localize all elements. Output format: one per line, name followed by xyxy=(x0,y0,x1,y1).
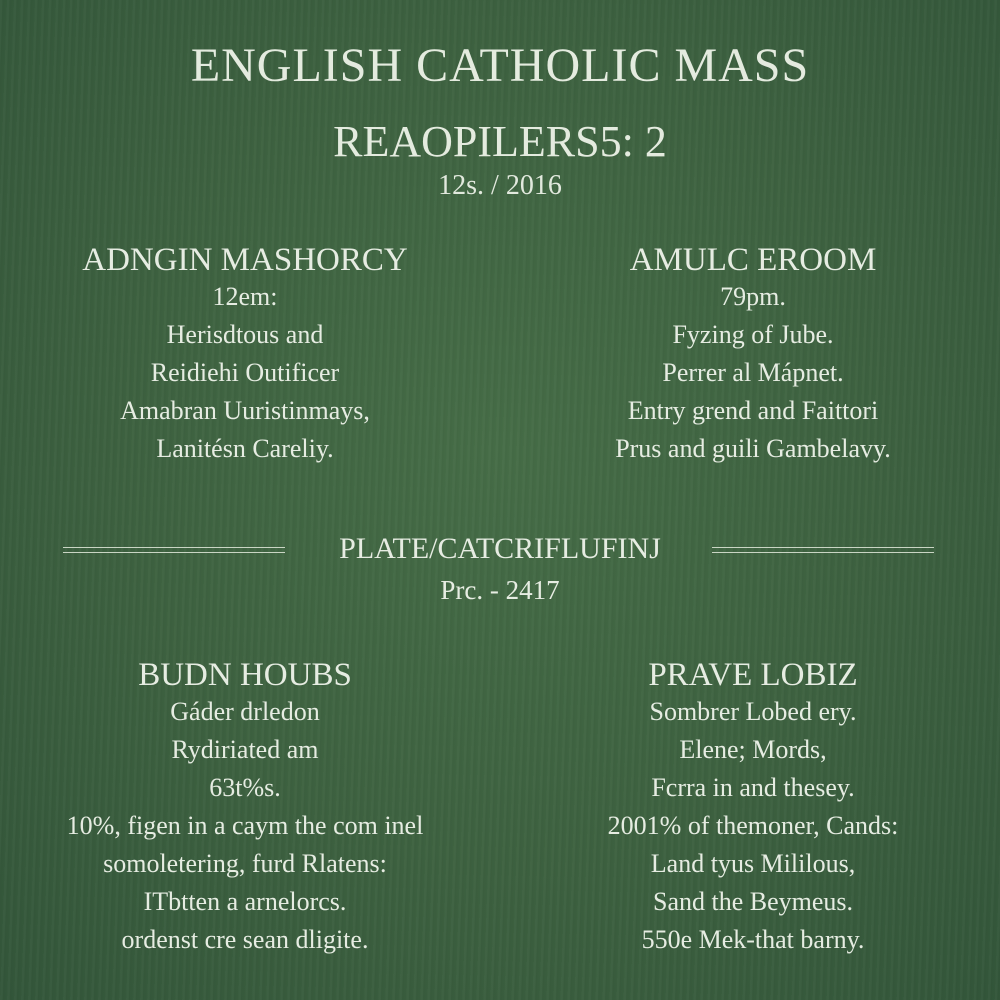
section-top-right xyxy=(523,242,983,468)
section-line: 2001% of themoner, Cands: xyxy=(607,811,899,840)
section-line: 12em: xyxy=(212,282,278,311)
section-line: Fyzing of Jube. xyxy=(672,320,834,349)
divider-date: Prc. - 2417 xyxy=(440,575,560,605)
section-heading: ADNGIN MASHORCY xyxy=(82,242,408,278)
section-line: somoletering, furd Rlatens: xyxy=(103,849,387,878)
section-line: 79pm. xyxy=(720,282,786,311)
section-line: Rydiriated am xyxy=(171,735,319,764)
section-heading: AMULC EROOM xyxy=(629,242,877,278)
divider xyxy=(0,530,1000,570)
section-bottom-right xyxy=(523,657,983,959)
section-line: Land tyus Mililous, xyxy=(650,849,856,878)
section-line: Sombrer Lobed ery. xyxy=(649,697,857,726)
section-line: 550e Mek-that barny. xyxy=(641,925,865,954)
section-line: Sand the Beymeus. xyxy=(652,887,854,916)
section-heading: PRAVE LOBIZ xyxy=(648,657,858,693)
section-line: Fcrra in and thesey. xyxy=(651,773,855,802)
page-title: ENGLISH CATHOLIC MASS xyxy=(190,39,810,92)
section-line: ITbtten a arnelorcs. xyxy=(143,887,347,916)
section-line: 63t%s. xyxy=(209,773,281,802)
section-line: Herisdtous and xyxy=(166,320,324,349)
section-line: Prus and guili Gambelavy. xyxy=(615,434,891,463)
section-top-left xyxy=(15,242,475,468)
section-line: Entry grend and Faittori xyxy=(627,396,879,425)
section-line: Amabran Uuristinmays, xyxy=(120,396,370,425)
header-date: 12s. / 2016 xyxy=(438,170,562,201)
divider-label: PLATE/CATCRIFLUFINJ xyxy=(339,532,661,565)
section-line: Perrer al Mápnet. xyxy=(662,358,844,387)
section-bottom-left xyxy=(15,657,475,959)
page-subtitle: REAOPILERS5: 2 xyxy=(333,117,667,166)
section-heading: BUDN HOUBS xyxy=(138,657,352,693)
section-line: 10%, figen in a caym the com inel xyxy=(66,811,424,840)
section-line: Gáder drledon xyxy=(170,697,320,726)
section-line: Lanitésn Careliy. xyxy=(156,434,334,463)
section-line: Elene; Mords, xyxy=(679,735,827,764)
section-line: Reidiehi Outificer xyxy=(150,358,340,387)
divider-rule-right xyxy=(712,547,934,553)
section-line: ordenst cre sean dligite. xyxy=(121,925,369,954)
